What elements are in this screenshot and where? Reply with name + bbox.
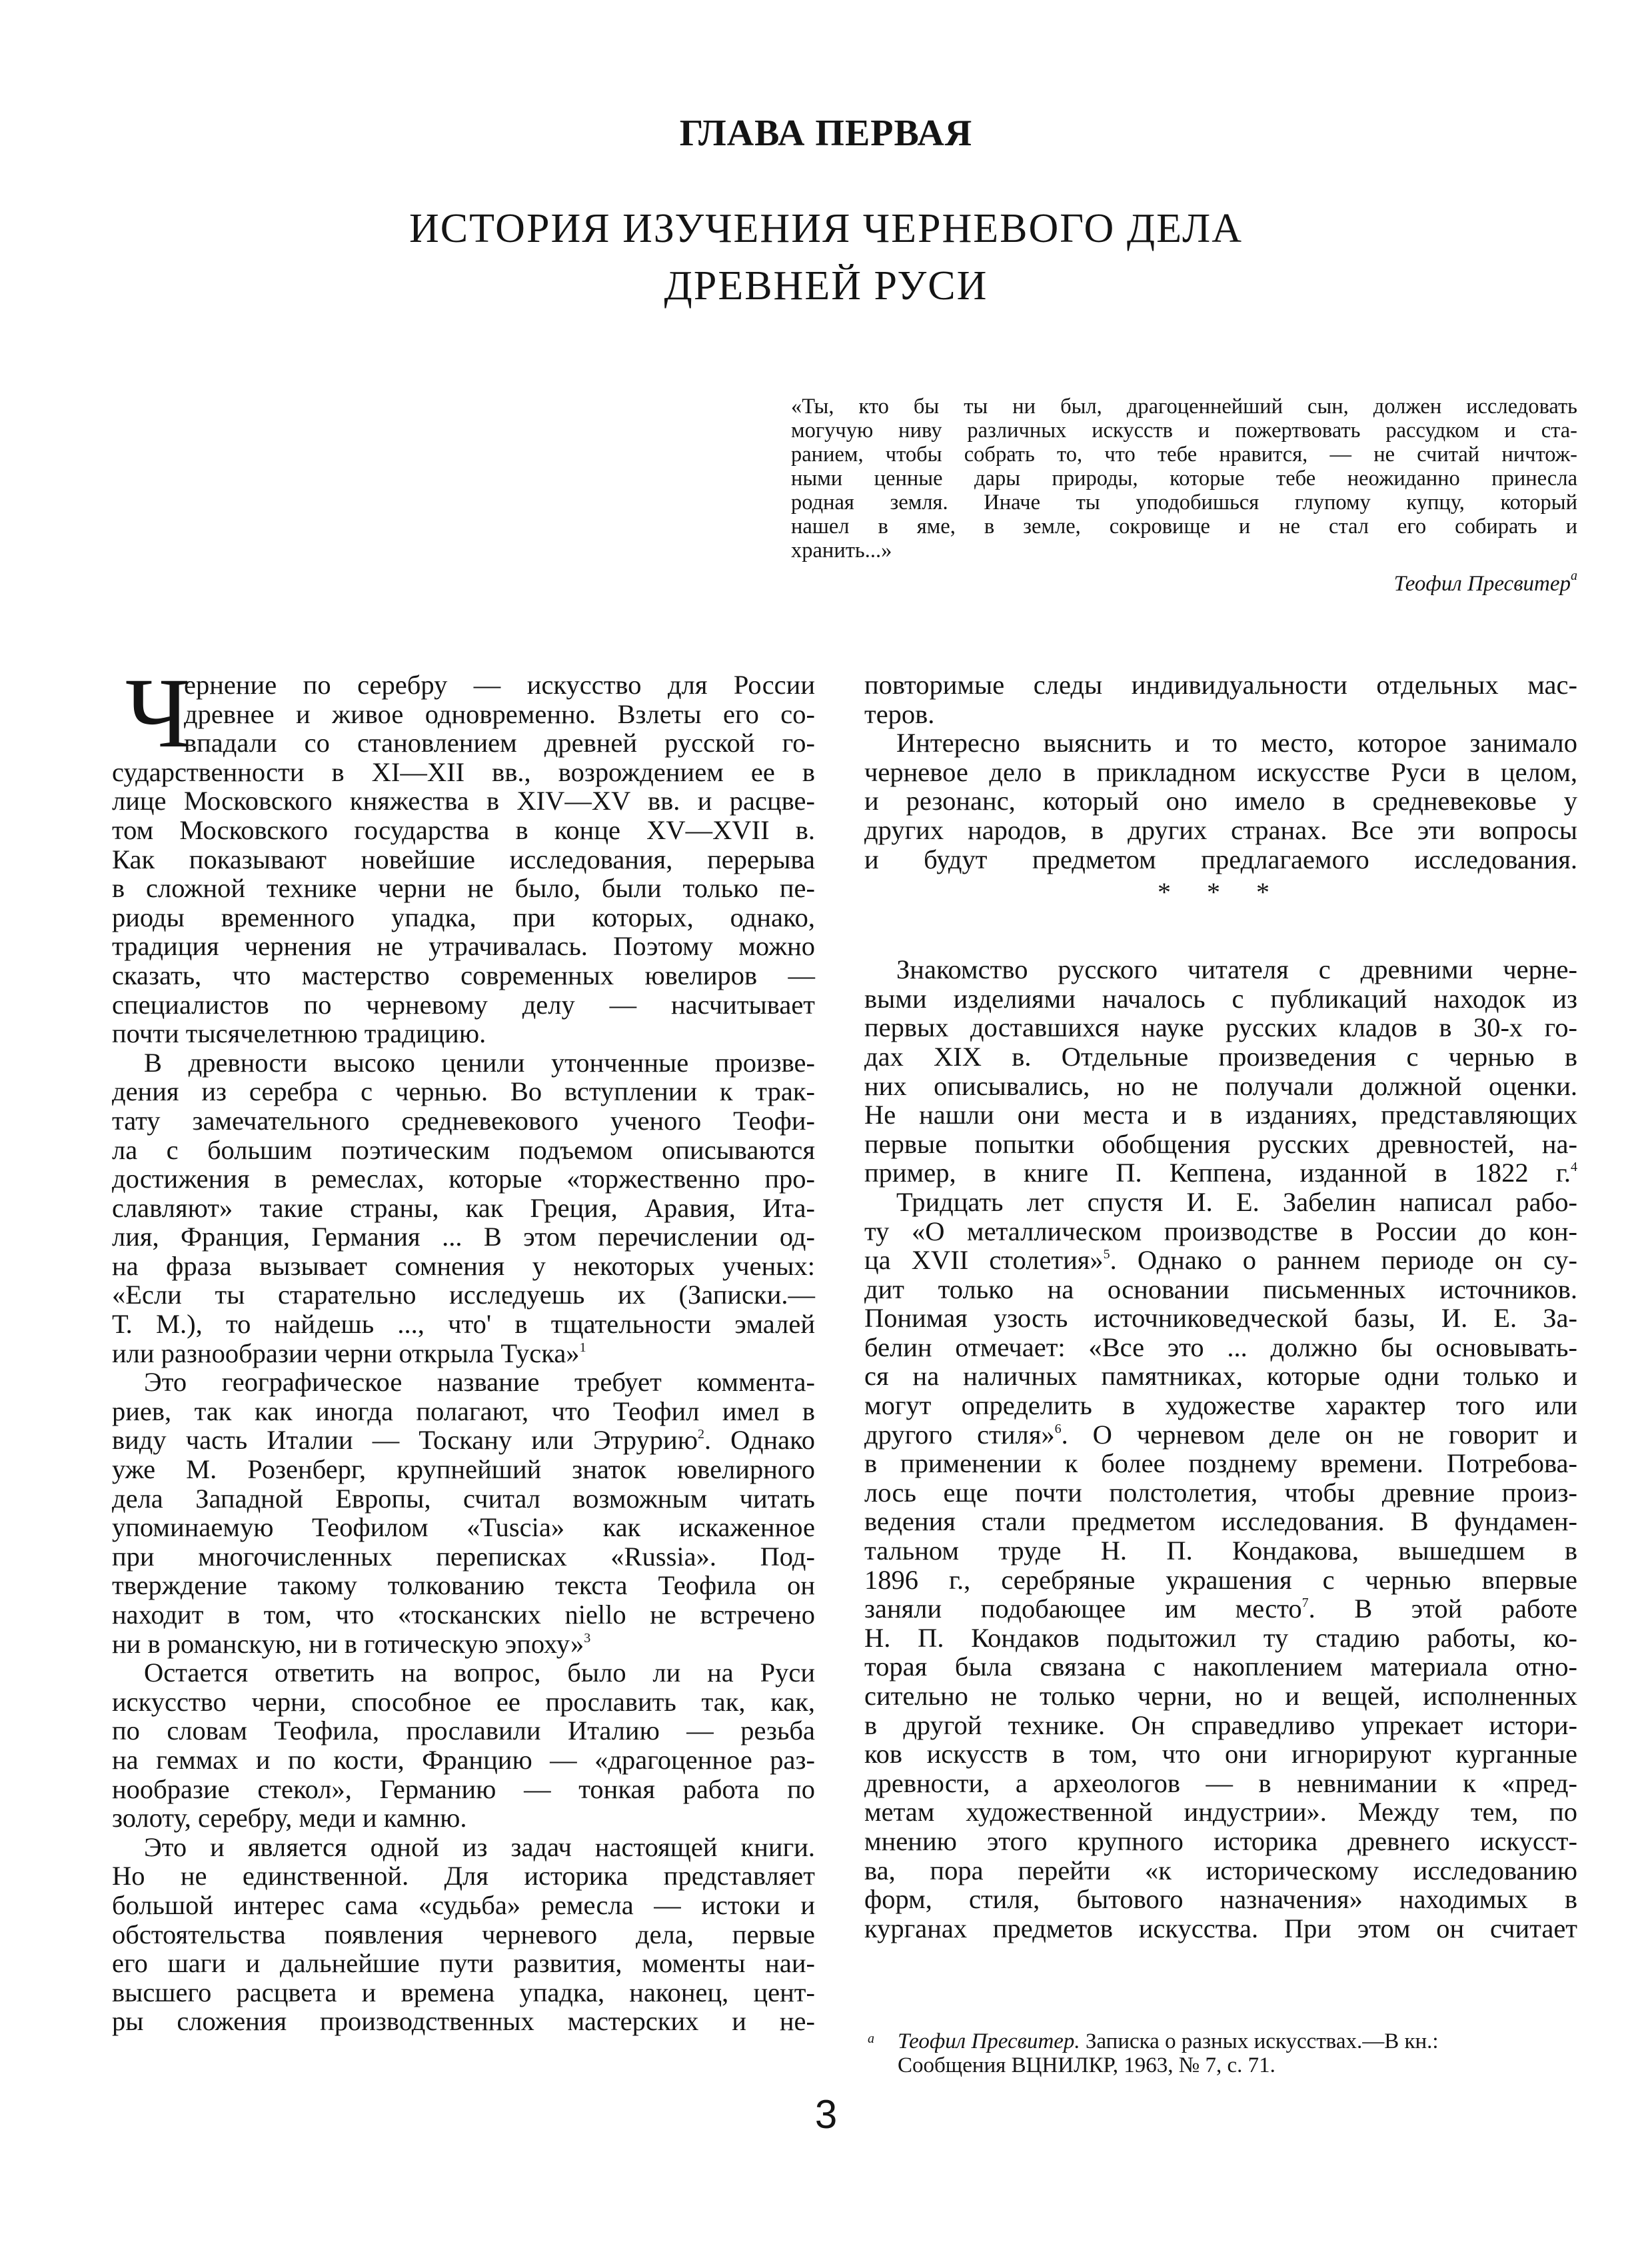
text-line: находит в том, что «тосканских niello не встречено [112,1600,815,1630]
text-line: ведения стали предметом исследования. В фундамен- [864,1506,1577,1537]
text-line: высшего расцвета и времена упадка, наконец, цент- [112,1977,815,2007]
text-line: славляют» такие страны, как Греция, Аравия, Ита- [112,1192,815,1223]
text-line: первые попытки обобщения русских древностей, на- [864,1128,1577,1159]
text-line: Интересно выяснить и то место, которое занимало [896,728,1577,758]
text-line: и будут предметом предлагаемого исследования. [864,844,1577,874]
text-line: Остается ответить на вопрос, было ли на Руси [144,1658,815,1688]
text-line: Понимая узость источниковедческой базы, И. Е. За- [864,1303,1577,1334]
footnote-line: Сообщения ВЦНИЛКР, 1963, № 7, с. 71. [898,2053,1275,2077]
text-line: «Если ты старательно исследуешь их (Записки.— [112,1280,815,1310]
footnote-ref: 1 [579,1340,586,1355]
epigraph-line: ранием, чтобы собрать то, что тебе нравится, — не считай ничтож- [791,443,1577,467]
right-column [864,670,1577,1943]
text-line: упоминаемую Теофилом «Tuscia» как искаженное [112,1512,815,1543]
text-line: первых доставшихся науке русских кладов в 30-х го- [864,1012,1577,1043]
epigraph-line: «Ты, кто бы ты ни был, драгоценнейший сын, должен исследовать [791,395,1577,419]
footnote-ref: 6 [1054,1421,1062,1436]
text-line: традиция чернения не утрачивалась. Поэтому можно [112,931,815,962]
drop-cap: Ч [125,658,191,768]
text-line: Т. М.), то найдешь ..., что' в тщательности эмалей [112,1309,815,1340]
footnote-mark: а [868,2031,874,2046]
text-line: Тридцать лет спустя И. Е. Забелин написал рабо- [896,1186,1577,1217]
text-line: в сложной технике черни не было, были только пе- [112,873,815,904]
footnote-ref: 5 [1103,1247,1110,1262]
text-line: заняли подобающее им место$^7$. В этой работе [864,1594,1577,1624]
text-line: виду часть Италии — Тоскану или Этрурию$^2$. Однако [112,1425,816,1456]
text-line: других народов, в других странах. Все эти вопросы [864,814,1577,845]
text-line: ла с большим поэтическим подъемом описываются [112,1134,815,1165]
text-line: золоту, серебру, меди и камню. [112,1803,467,1833]
text-line: ся на наличных памятниках, которые одни только и [864,1361,1577,1392]
footnote [864,2029,1577,2077]
epigraph-line: родная земля. Иначе ты уподобишься глупому купцу, который [791,491,1577,515]
text-line: или разнообразии черни открыла Туска»$^1$ [112,1338,586,1368]
text-line: на фраза вызывает сомнения у некоторых ученых: [112,1250,815,1281]
text-line: них описывались, но не получали должной оценки. [864,1070,1577,1101]
text-line: риев, так как иногда полагают, что Теофил имел в [112,1396,815,1426]
text-line: могут определить в художестве характер того или [864,1390,1577,1421]
text-line: лия, Франция, Германия ... В этом перечислении од- [112,1222,815,1252]
text-line: по словам Теофила, прославили Италию — резьба [112,1715,815,1746]
epigraph-line: могучую ниву различных искусств и пожертвовать рассудком и ста- [791,419,1577,443]
text-line: том Московского государства в конце XV—XVII в. [112,814,815,845]
text-line: большой интерес сама «судьба» ремесла — истоки и [112,1889,815,1920]
text-line: сительно не только черни, но и вещей, исполненных [864,1681,1577,1711]
text-line: метам художественной индустрии». Между тем, по [864,1797,1577,1827]
text-line: дах XIX в. Отдельные произведения с чернью в [864,1041,1577,1072]
text-line: Это и является одной из задач настоящей книги. [144,1831,815,1862]
text-line: повторимые следы индивидуальности отдельных мас- [864,670,1577,700]
footnote-ref: 2 [697,1427,704,1442]
text-line: белин отмечает: «Все это ... должно бы основывать- [864,1332,1577,1362]
left-column [112,658,816,2037]
section-separator: * * * [1158,877,1284,908]
text-line: обстоятельства появления черневого дела, первые [112,1919,815,1949]
text-line: дения из серебра с чернью. Во вступлении к трак- [112,1076,815,1107]
epigraph-quote [791,395,1577,563]
footnote-line: Теофил Пресвитер. Записка о разных искусствах.—В кн.: [898,2029,1439,2053]
text-line: курганах предметов искусства. При этом он считает [864,1913,1577,1943]
text-line: в другой технике. Он справедливо упрекает истори- [864,1709,1577,1740]
chapter-title [0,200,1652,315]
page-number: 3 [814,2092,838,2137]
text-line: другого стиля»$^6$. О черневом деле он не говорит и [864,1419,1577,1450]
text-line: ту «О металлическом производстве в России до кон- [864,1216,1577,1246]
text-line: в применении к более позднему времени. Потребова- [864,1448,1577,1479]
text-line: его шаги и дальнейшие пути развития, моменты наи- [112,1948,815,1979]
text-line: риоды временного упадка, при которых, однако, [112,902,815,932]
text-line: и резонанс, который оно имело в средневековье у [864,786,1577,816]
text-line: Не нашли они места и в изданиях, представляющих [864,1100,1577,1130]
text-line: 1896 г., серебряные украшения с чернью впервые [864,1564,1577,1595]
text-line: ков искусств в том, что они игнорируют курганные [864,1739,1577,1769]
text-line: ва, пора перейти «к историческому исследованию [864,1855,1577,1885]
text-line: тальном труде Н. П. Кондакова, вышедшем в [864,1536,1577,1566]
text-line: лице Московского княжества в XIV—XV вв. и расцве- [112,786,815,816]
text-line: ры сложения производственных мастерских и не- [112,2006,815,2037]
text-line: специалистов по черневому делу — насчитывает [112,989,815,1020]
text-line: при многочисленных переписках «Russia». Под- [112,1541,815,1572]
text-line: древности, а археологов — в невнимании к «пред- [864,1767,1577,1798]
text-line: древнее и живое одновременно. Взлеты его со- [184,698,815,729]
text-line: сказать, что мастерство современных ювелиров — [112,960,815,990]
chapter-label: ГЛАВА ПЕРВАЯ [679,113,973,154]
text-line: лось еще почти полстолетия, чтобы древние произ- [864,1477,1577,1508]
text-line: дит только на основании письменных источников. [864,1274,1577,1304]
text-line: ернение по серебру — искусство для России [184,670,815,700]
chapter-title-line: ДРЕВНЕЙ РУСИ [664,263,988,309]
text-line: выми изделиями началось с публикаций находок из [864,983,1577,1014]
text-line: достижения в ремеслах, которые «торжественно про- [112,1164,815,1194]
text-line: Это географическое название требует коммента- [144,1367,815,1398]
footnote-ref: 3 [584,1630,591,1646]
text-line: черневое дело в прикладном искусстве Руси в целом, [864,756,1577,787]
text-line: Н. П. Кондаков подытожил ту стадию работы, ко- [864,1622,1577,1653]
text-line: тверждение такому толкованию текста Теофила он [112,1570,815,1601]
text-line: впадали со становлением древней русской го- [184,728,815,758]
text-line: Как показывают новейшие исследования, перерыва [112,844,815,874]
epigraph-line: ными ценные дары природы, которые тебе неожиданно принесла [791,467,1577,491]
text-line: торая была связана с накоплением материала отно- [864,1652,1577,1682]
text-line: сударственности в XI—XII вв., возрождением ее в [112,756,815,787]
text-line: ни в романскую, ни в готическую эпоху»$^3$ [112,1628,591,1659]
text-line: дела Западной Европы, считал возможным читать [112,1483,815,1514]
text-line: В древности высоко ценили утонченные произве- [144,1047,815,1078]
text-line: ца XVII столетия»$^5$. Однако о раннем периоде он су- [864,1245,1577,1276]
chapter-title-line: ИСТОРИЯ ИЗУЧЕНИЯ ЧЕРНЕВОГО ДЕЛА [409,206,1243,251]
text-line: Знакомство русского читателя с древними черне- [896,954,1577,985]
epigraph-author: Теофил Пресвитер$^а$ [1393,568,1577,596]
text-line: мнению этого крупного историка древнего искусст- [864,1825,1577,1856]
text-line: пример, в книге П. Кеппена, изданной в 1822 г.$^4$ [864,1158,1577,1188]
text-line: на геммах и по кости, Францию — «драгоценное раз- [112,1744,815,1775]
footnote-ref: 4 [1571,1160,1577,1175]
text-line: уже М. Розенберг, крупнейший знаток ювелирного [112,1454,815,1485]
epigraph-line: хранить...» [791,539,892,563]
footnote-ref: 7 [1301,1596,1309,1611]
text-line: теров. [864,698,935,729]
text-line: тату замечательного средневекового ученого Теофи- [112,1105,815,1136]
text-line: почти тысячелетнюю традицию. [112,1018,486,1049]
text-line: нообразие стекол», Германию — тонкая работа по [112,1773,815,1804]
text-line: форм, стиля, бытового назначения» находимых в [864,1884,1577,1915]
text-line: искусство черни, способное ее прославить так, как, [112,1686,815,1717]
text-line: Но не единственной. Для историка представляет [112,1861,815,1891]
epigraph-line: нашел в яме, в земле, сокровище и не стал его собирать и [791,515,1577,539]
